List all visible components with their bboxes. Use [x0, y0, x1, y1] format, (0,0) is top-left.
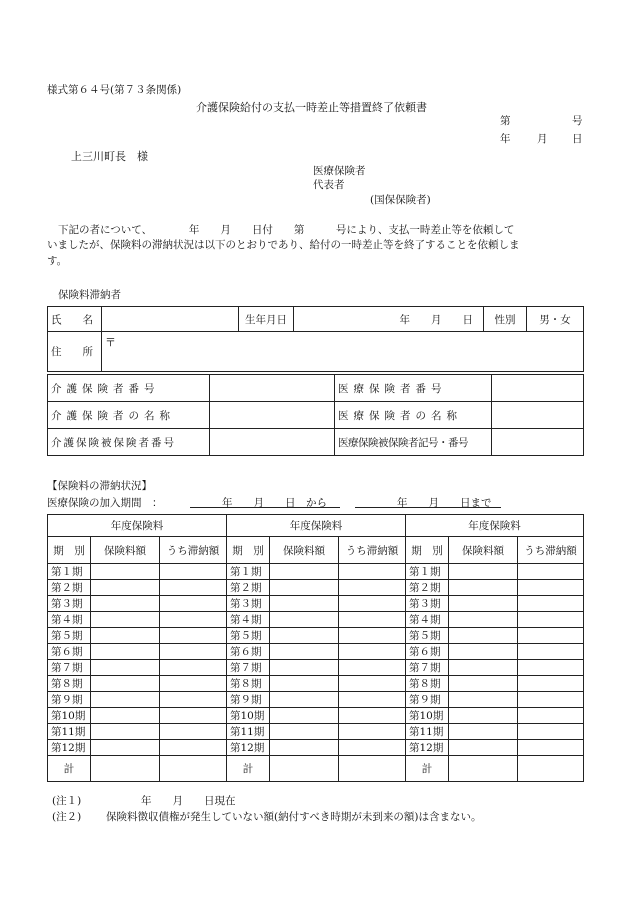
- amount-cell[interactable]: [449, 676, 518, 692]
- gender-label: 性別: [484, 307, 527, 332]
- period-cell: 第11期: [227, 724, 270, 740]
- period-cell: 第９期: [227, 692, 270, 708]
- period-cell: 第10期: [227, 708, 270, 724]
- amount-cell[interactable]: [449, 596, 518, 612]
- arrears-cell[interactable]: [339, 580, 406, 596]
- col-arrears-3: うち滞納額: [518, 537, 584, 564]
- amount-cell[interactable]: [270, 708, 339, 724]
- amount-cell[interactable]: [270, 612, 339, 628]
- col-period-3: 期 別: [406, 537, 449, 564]
- form-id: 様式第６４号(第７３条関係): [47, 84, 182, 96]
- arrears-cell[interactable]: [339, 612, 406, 628]
- amount-cell[interactable]: [270, 724, 339, 740]
- amount-cell[interactable]: [270, 676, 339, 692]
- col-amount-3: 保険料額: [449, 537, 518, 564]
- amount-cell[interactable]: [449, 628, 518, 644]
- sender-note: (国保保険者): [370, 194, 431, 206]
- period-cell: 第５期: [227, 628, 270, 644]
- name-label: 氏 名: [48, 307, 102, 332]
- arrears-cell[interactable]: [160, 596, 227, 612]
- section-arrears-title: 【保険料の滞納状況】: [47, 480, 152, 492]
- medical-insurer-number-label: 医療保険者番号: [335, 375, 492, 402]
- period-cell: 第11期: [48, 724, 91, 740]
- period-cell: 第１期: [227, 564, 270, 580]
- arrears-cell[interactable]: [160, 708, 227, 724]
- period-cell: 第５期: [48, 628, 91, 644]
- amount-cell[interactable]: [270, 580, 339, 596]
- arrears-cell[interactable]: [160, 580, 227, 596]
- period-label: 医療保険の加入期間 ：: [47, 497, 163, 509]
- note-1-label: (注１): [52, 795, 82, 807]
- birth-label: 生年月日: [239, 307, 294, 332]
- period-cell: 第２期: [406, 580, 449, 596]
- period-cell: 第９期: [406, 692, 449, 708]
- sender-rep: 代表者: [313, 179, 345, 191]
- period-cell: 第２期: [227, 580, 270, 596]
- period-cell: 第12期: [406, 740, 449, 756]
- medical-insurer-number-value[interactable]: [492, 375, 584, 402]
- col-amount-1: 保険料額: [91, 537, 160, 564]
- gender-value[interactable]: 男・女: [527, 307, 584, 332]
- arrears-cell[interactable]: [160, 692, 227, 708]
- issue-day: 日: [572, 133, 583, 145]
- total-amount-cell[interactable]: [270, 756, 339, 782]
- ltc-insurer-number-label: 介護保険者番号: [48, 375, 210, 402]
- table-row: [48, 628, 584, 644]
- period-to[interactable]: [355, 495, 501, 508]
- total-label: 計: [48, 756, 91, 782]
- body-line-3: す。: [47, 255, 68, 267]
- note-2-label: (注２): [52, 811, 82, 823]
- arrears-cell[interactable]: [339, 564, 406, 580]
- amount-cell[interactable]: [91, 740, 160, 756]
- birth-value[interactable]: 年 月 日: [294, 307, 484, 332]
- arrears-cell[interactable]: [339, 628, 406, 644]
- amount-cell[interactable]: [449, 564, 518, 580]
- arrears-cell[interactable]: [160, 676, 227, 692]
- col-arrears-1: うち滞納額: [160, 537, 227, 564]
- arrears-cell[interactable]: [518, 564, 584, 580]
- arrears-cell[interactable]: [160, 660, 227, 676]
- total-row: [48, 756, 584, 782]
- col-amount-2: 保険料額: [270, 537, 339, 564]
- period-cell: 第８期: [227, 676, 270, 692]
- total-arrears-cell[interactable]: [160, 756, 227, 782]
- arrears-cell[interactable]: [339, 692, 406, 708]
- arrears-cell[interactable]: [339, 724, 406, 740]
- amount-cell[interactable]: [91, 708, 160, 724]
- table-row: [48, 644, 584, 660]
- period-cell: 第４期: [227, 612, 270, 628]
- section-delinquent-title: 保険料滞納者: [58, 289, 121, 301]
- amount-cell[interactable]: [91, 644, 160, 660]
- arrears-cell[interactable]: [518, 740, 584, 756]
- arrears-cell[interactable]: [339, 740, 406, 756]
- amount-cell[interactable]: [91, 596, 160, 612]
- period-cell: 第２期: [48, 580, 91, 596]
- address-label: 住 所: [48, 332, 102, 372]
- col-period-1: 期 別: [48, 537, 91, 564]
- table-row: [48, 676, 584, 692]
- total-amount-cell[interactable]: [449, 756, 518, 782]
- period-cell: 第７期: [48, 660, 91, 676]
- amount-cell[interactable]: [91, 692, 160, 708]
- amount-cell[interactable]: [91, 724, 160, 740]
- total-label: 計: [406, 756, 449, 782]
- amount-cell[interactable]: [449, 580, 518, 596]
- fiscal-year-header-3: 年度保険料: [406, 515, 584, 537]
- sender-org: 医療保険者: [313, 165, 366, 177]
- col-period-2: 期 別: [227, 537, 270, 564]
- amount-cell[interactable]: [91, 612, 160, 628]
- arrears-cell[interactable]: [518, 660, 584, 676]
- period-cell: 第６期: [48, 644, 91, 660]
- postal-mark: 〒: [105, 336, 116, 349]
- table-row: [48, 564, 584, 580]
- period-cell: 第７期: [406, 660, 449, 676]
- period-cell: 第１期: [406, 564, 449, 580]
- arrears-cell[interactable]: [160, 644, 227, 660]
- period-cell: 第１期: [48, 564, 91, 580]
- name-value[interactable]: [102, 307, 239, 332]
- period-cell: 第３期: [406, 596, 449, 612]
- amount-cell[interactable]: [270, 740, 339, 756]
- arrears-cell[interactable]: [518, 708, 584, 724]
- total-label: 計: [227, 756, 270, 782]
- table-row: [48, 596, 584, 612]
- medical-insurer-name-label: 医療保険者の名称: [335, 402, 492, 429]
- arrears-cell[interactable]: [339, 596, 406, 612]
- arrears-cell[interactable]: [518, 580, 584, 596]
- fiscal-year-header-1: 年度保険料: [48, 515, 227, 537]
- arrears-cell[interactable]: [339, 676, 406, 692]
- period-cell: 第３期: [48, 596, 91, 612]
- period-to-text: 年 月 日まで: [397, 497, 492, 509]
- amount-cell[interactable]: [270, 564, 339, 580]
- arrears-cell[interactable]: [518, 628, 584, 644]
- body-line-2: いましたが、保険料の滞納状況は以下のとおりであり、給付の一時差止等を終了することを依頼しま: [47, 239, 520, 251]
- arrears-cell[interactable]: [518, 692, 584, 708]
- arrears-cell[interactable]: [518, 724, 584, 740]
- period-cell: 第11期: [406, 724, 449, 740]
- amount-cell[interactable]: [91, 660, 160, 676]
- issue-year: 年: [500, 133, 511, 145]
- issue-dai: 第: [500, 115, 511, 127]
- arrears-cell[interactable]: [339, 644, 406, 660]
- addressee: 上三川町長 様: [71, 150, 148, 163]
- ltc-insured-number-label: 介護保険被保険者番号: [48, 429, 210, 456]
- col-arrears-2: うち滞納額: [339, 537, 406, 564]
- amount-cell[interactable]: [91, 580, 160, 596]
- period-cell: 第12期: [48, 740, 91, 756]
- arrears-cell[interactable]: [160, 564, 227, 580]
- amount-cell[interactable]: [270, 596, 339, 612]
- table-row: [48, 692, 584, 708]
- period-cell: 第９期: [48, 692, 91, 708]
- ltc-insurer-name-value[interactable]: [210, 402, 335, 429]
- amount-cell[interactable]: [449, 644, 518, 660]
- period-cell: 第４期: [406, 612, 449, 628]
- period-cell: 第６期: [227, 644, 270, 660]
- period-cell: 第８期: [48, 676, 91, 692]
- amount-cell[interactable]: [270, 692, 339, 708]
- arrears-table: [47, 514, 584, 782]
- period-cell: 第７期: [227, 660, 270, 676]
- arrears-cell[interactable]: [518, 596, 584, 612]
- amount-cell[interactable]: [449, 612, 518, 628]
- total-amount-cell[interactable]: [91, 756, 160, 782]
- issue-go: 号: [572, 115, 583, 127]
- note-2-text: 保険料徴収債権が発生していない額(納付すべき時期が未到来の額)は含まない。: [106, 811, 482, 823]
- table-row: [48, 580, 584, 596]
- fiscal-year-header-2: 年度保険料: [227, 515, 406, 537]
- period-from[interactable]: [190, 495, 340, 508]
- arrears-cell[interactable]: [339, 660, 406, 676]
- table-row: [48, 740, 584, 756]
- amount-cell[interactable]: [270, 628, 339, 644]
- period-cell: 第３期: [227, 596, 270, 612]
- table-row: [48, 612, 584, 628]
- amount-cell[interactable]: [449, 724, 518, 740]
- period-cell: 第８期: [406, 676, 449, 692]
- issue-month: 月: [537, 133, 548, 145]
- arrears-cell[interactable]: [339, 708, 406, 724]
- amount-cell[interactable]: [449, 692, 518, 708]
- delinquent-info-table: [47, 306, 584, 372]
- period-from-text: 年 月 日 から: [222, 497, 327, 509]
- ltc-insurer-name-label: 介護保険者の名称: [48, 402, 210, 429]
- period-cell: 第５期: [406, 628, 449, 644]
- ltc-insurer-number-value[interactable]: [210, 375, 335, 402]
- period-cell: 第10期: [48, 708, 91, 724]
- document-title: 介護保険給付の支払一時差止等措置終了依頼書: [196, 101, 427, 114]
- insurer-id-table: [47, 374, 584, 456]
- arrears-cell[interactable]: [518, 676, 584, 692]
- table-row: [48, 660, 584, 676]
- arrears-cell[interactable]: [160, 740, 227, 756]
- period-cell: 第10期: [406, 708, 449, 724]
- total-arrears-cell[interactable]: [339, 756, 406, 782]
- period-cell: 第４期: [48, 612, 91, 628]
- medical-insured-number-value[interactable]: [492, 429, 584, 456]
- arrears-cell[interactable]: [160, 724, 227, 740]
- amount-cell[interactable]: [91, 628, 160, 644]
- period-cell: 第12期: [227, 740, 270, 756]
- arrears-cell[interactable]: [160, 612, 227, 628]
- amount-cell[interactable]: [270, 660, 339, 676]
- ltc-insured-number-value[interactable]: [210, 429, 335, 456]
- arrears-cell[interactable]: [160, 628, 227, 644]
- total-arrears-cell[interactable]: [518, 756, 584, 782]
- amount-cell[interactable]: [449, 708, 518, 724]
- medical-insured-number-label: 医療保険被保険者記号・番号: [335, 429, 492, 456]
- amount-cell[interactable]: [91, 676, 160, 692]
- note-1-text: 年 月 日現在: [141, 795, 236, 807]
- medical-insurer-name-value[interactable]: [492, 402, 584, 429]
- table-row: [48, 724, 584, 740]
- arrears-cell[interactable]: [518, 644, 584, 660]
- amount-cell[interactable]: [449, 740, 518, 756]
- amount-cell[interactable]: [91, 564, 160, 580]
- address-value[interactable]: [102, 332, 584, 372]
- amount-cell[interactable]: [449, 660, 518, 676]
- period-cell: 第６期: [406, 644, 449, 660]
- amount-cell[interactable]: [270, 644, 339, 660]
- arrears-cell[interactable]: [518, 612, 584, 628]
- table-row: [48, 708, 584, 724]
- body-line-1: 下記の者について、 年 月 日付 第 号により、支払一時差止等を依頼して: [58, 224, 515, 236]
